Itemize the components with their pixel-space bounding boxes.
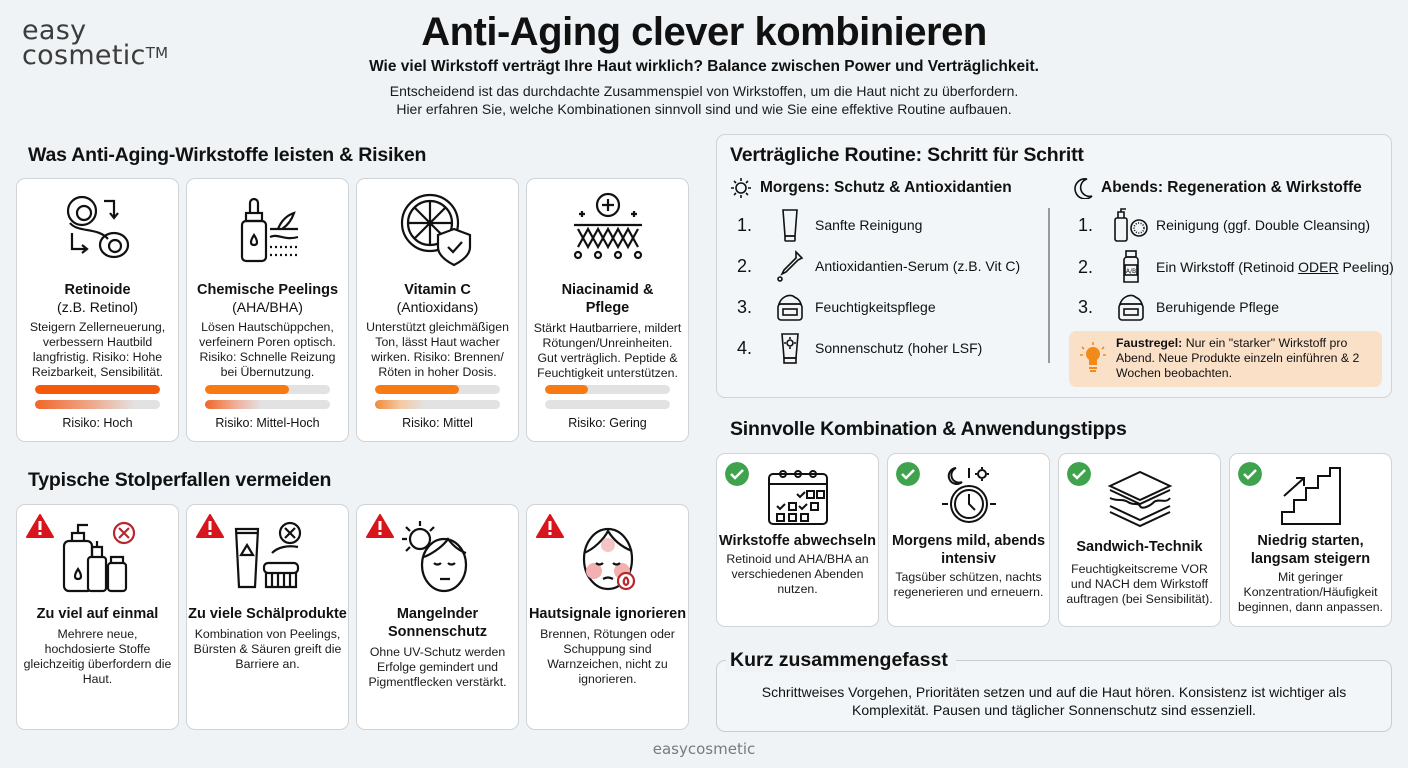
card-description: Kombination von Peelings, Bürsten & Säuren greift die Barriere an. <box>193 627 342 671</box>
combo-card <box>1058 453 1221 627</box>
tube-brush-icon <box>228 517 308 595</box>
page-subtitle: Wie viel Wirkstoff verträgt Ihre Haut wirklich? Balance zwischen Power und Verträglichkeit. <box>369 58 1039 75</box>
step-text-post: Peeling) <box>1338 259 1394 275</box>
cell-renewal-icon <box>58 189 138 267</box>
routine-divider <box>1048 208 1050 363</box>
irritated-face-icon <box>568 517 648 595</box>
card-description: Retinoid und AHA/BHA an verschiedenen Abenden nutzen. <box>726 552 869 596</box>
sun-icon <box>730 177 752 199</box>
svg-text:A/B: A/B <box>1125 268 1137 275</box>
morning-heading-label: Morgens: Schutz & Antioxidantien <box>760 179 1012 196</box>
serum-bottle-skin-icon <box>228 189 308 267</box>
morning-step <box>737 292 936 322</box>
step-text-emphasis: ODER <box>1298 259 1339 275</box>
risk-label: Risiko: Hoch <box>62 416 133 430</box>
card-description: Feuchtigkeitscreme VOR und NACH dem Wirkstoff auftragen (bei Sensibilität). <box>1066 562 1213 606</box>
risk-bar <box>545 385 670 394</box>
combo-card <box>887 453 1050 627</box>
pitfall-card <box>526 504 689 730</box>
cleanser-tube-icon <box>781 208 799 242</box>
card-subtitle: (z.B. Retinol) <box>57 299 138 315</box>
card-description: Mehrere neue, hochdosierte Stoffe gleichzeitig überfordern die Haut. <box>23 627 172 686</box>
card-title: Chemische Peelings <box>196 282 339 298</box>
card-description: Ohne UV-Schutz werden Erfolge gemindert und Pigmentflecken verstärkt. <box>368 645 507 689</box>
sandwich-layers-icon <box>1107 468 1173 528</box>
evening-heading-label: Abends: Regeneration & Wirkstoffe <box>1101 179 1362 196</box>
step-number: 1. <box>737 214 753 235</box>
morning-step <box>737 250 1020 282</box>
risk-gradient-bar <box>545 400 670 409</box>
footer-brand: easycosmetic <box>652 740 756 758</box>
risk-label: Risiko: Mittel-Hoch <box>215 416 320 430</box>
intro-line: Hier erfahren Sie, welche Kombinationen sinnvoll sind und wie Sie eine effektive Routine aufbauen. <box>396 101 1012 117</box>
active-bottle-icon <box>1120 250 1142 284</box>
page-intro <box>300 82 1108 118</box>
tip-label: Faustregel: <box>1116 336 1183 350</box>
ingredient-card-retinoide <box>16 178 179 442</box>
evening-heading <box>1073 177 1362 199</box>
step-number: 3. <box>1078 296 1094 317</box>
card-subtitle: (AHA/BHA) <box>232 299 303 315</box>
warning-icon <box>196 514 224 538</box>
trademark: TM <box>145 44 169 62</box>
card-title: Mangelnder Sonnenschutz <box>387 606 488 640</box>
dropper-icon <box>776 250 804 282</box>
routine-heading: Verträgliche Routine: Schritt für Schritt <box>730 144 1084 166</box>
risk-gradient-bar <box>205 400 330 409</box>
morning-heading <box>730 177 1012 199</box>
pitfall-card <box>16 504 179 730</box>
ingredient-card-peelings <box>186 178 349 442</box>
risk-meter <box>205 385 330 415</box>
card-description: Stärkt Hautbarriere, mildert Rötungen/Unreinheiten. Gut verträglich. Peptide & Feuchtigkeit unterstützen. <box>533 321 682 380</box>
warning-icon <box>536 514 564 538</box>
step-text <box>1156 259 1394 275</box>
too-many-bottles-icon <box>58 517 138 595</box>
risk-meter <box>545 385 670 415</box>
card-title: Hautsignale ignorieren <box>528 606 687 622</box>
step-text: Antioxidantien-Serum (z.B. Vit C) <box>815 258 1021 274</box>
stairs-up-icon <box>1278 466 1344 526</box>
card-title: Wirkstoffe abwechseln <box>719 533 876 549</box>
card-description: Brennen, Rötungen oder Schuppung sind Warnzeichen, nicht zu ignorieren. <box>540 627 675 686</box>
logo-line2: cosmetic <box>22 40 146 71</box>
morning-step <box>737 332 982 364</box>
risk-gradient-bar <box>35 400 160 409</box>
card-title: Morgens mild, abends intensiv <box>891 533 1046 567</box>
step-number: 3. <box>737 296 753 317</box>
rule-of-thumb-tip <box>1069 331 1382 387</box>
brand-logo <box>22 15 169 71</box>
step-text-pre: Ein Wirkstoff (Retinoid <box>1156 259 1299 275</box>
check-icon <box>1238 462 1262 486</box>
moon-icon <box>1073 177 1093 199</box>
step-number: 4. <box>737 337 753 358</box>
check-icon <box>896 462 920 486</box>
step-text: Sonnenschutz (hoher LSF) <box>815 340 983 356</box>
step-text: Feuchtigkeitspflege <box>815 299 936 315</box>
card-subtitle: (Antioxidans) <box>396 299 479 315</box>
page-header <box>300 8 1108 118</box>
summary-heading: Kurz zusammengefasst <box>726 649 956 672</box>
card-description: Lösen Hautschüppchen, verfeinern Poren optisch. Risiko: Schnelle Reizung bei Übernutzung. <box>199 320 336 379</box>
evening-step <box>1078 208 1370 242</box>
ingredient-card-vitamin-c <box>356 178 519 442</box>
card-description: Steigern Zellerneuerung, verbessern Hautbild langfristig. Risiko: Hohe Reizbarkeit, Sensibilität. <box>29 320 166 379</box>
risk-bar <box>205 385 330 394</box>
ingredient-card-niacinamid <box>526 178 689 442</box>
pitfalls-heading: Typische Stolperfallen vermeiden <box>28 469 332 491</box>
sunscreen-tube-icon <box>780 332 800 364</box>
warning-icon <box>26 514 54 538</box>
ingredients-heading: Was Anti-Aging-Wirkstoffe leisten & Risiken <box>28 144 427 166</box>
evening-step <box>1078 250 1394 284</box>
intro-line: Entscheidend ist das durchdachte Zusammenspiel von Wirkstoffen, um die Haut nicht zu überfordern. <box>389 83 1019 99</box>
combos-heading: Sinnvolle Kombination & Anwendungstipps <box>730 418 1127 440</box>
step-number: 2. <box>1078 256 1094 277</box>
risk-bar <box>35 385 160 394</box>
pitfall-card <box>356 504 519 730</box>
card-description: Tagsüber schützen, nachts regenerieren und erneuern. <box>893 570 1044 599</box>
card-title: Zu viel auf einmal <box>36 606 159 622</box>
card-title: Zu viele Schälprodukte <box>188 606 347 622</box>
page-title: Anti-Aging clever kombinieren <box>421 10 987 54</box>
card-title: Sandwich-Technik <box>1076 539 1203 555</box>
warning-icon <box>366 514 394 538</box>
step-text: Sanfte Reinigung <box>815 217 923 233</box>
morning-step <box>737 208 922 242</box>
citrus-shield-icon <box>398 189 478 267</box>
risk-label: Risiko: Mittel <box>402 416 473 430</box>
card-title: Niedrig starten, langsam steigern <box>1250 533 1371 567</box>
combo-card <box>1229 453 1392 627</box>
pitfall-card <box>186 504 349 730</box>
card-description: Unterstützt gleichmäßigen Ton, lässt Haut wacher wirken. Risiko: Brennen/ Röten in hoher Dosis. <box>366 320 509 379</box>
skin-barrier-icon <box>568 189 648 267</box>
combo-card <box>716 453 879 627</box>
summary-text: Schrittweises Vorgehen, Prioritäten setzen und auf die Haut hören. Konsistenz ist wichtiger als Komplexität. Pausen und täglicher Sonnenschutz sind essenziell. <box>761 684 1347 718</box>
risk-gradient-bar <box>375 400 500 409</box>
check-icon <box>725 462 749 486</box>
card-description: Mit geringer Konzentration/Häufigkeit beginnen, dann anpassen. <box>1238 570 1383 614</box>
step-text: Beruhigende Pflege <box>1156 299 1279 315</box>
card-title: Vitamin C <box>404 282 471 298</box>
step-number: 2. <box>737 255 753 276</box>
calendar-icon <box>767 466 829 526</box>
evening-step <box>1078 292 1279 322</box>
card-title-line2: Pflege <box>585 300 630 316</box>
risk-meter <box>375 385 500 415</box>
cream-jar-icon <box>776 292 804 322</box>
check-icon <box>1067 462 1091 486</box>
risk-bar <box>375 385 500 394</box>
cream-jar-icon <box>1117 292 1145 322</box>
step-number: 1. <box>1078 214 1094 235</box>
lightbulb-icon <box>1079 341 1107 377</box>
tip-text: Nur ein "starker" Wirkstoff pro Abend. Neue Produkte einzeln einführen & 2 Wochen beobachten. <box>1116 336 1360 380</box>
face-sun-icon <box>398 517 478 595</box>
risk-meter <box>35 385 160 415</box>
card-title: Niacinamid & <box>561 282 654 298</box>
step-text: Reinigung (ggf. Double Cleansing) <box>1156 217 1371 233</box>
pump-bottle-pad-icon <box>1113 208 1149 242</box>
logo-line1: easy <box>22 15 87 46</box>
day-night-clock-icon <box>936 466 1002 526</box>
risk-label: Risiko: Gering <box>568 416 647 430</box>
card-title: Retinoide <box>64 282 131 298</box>
